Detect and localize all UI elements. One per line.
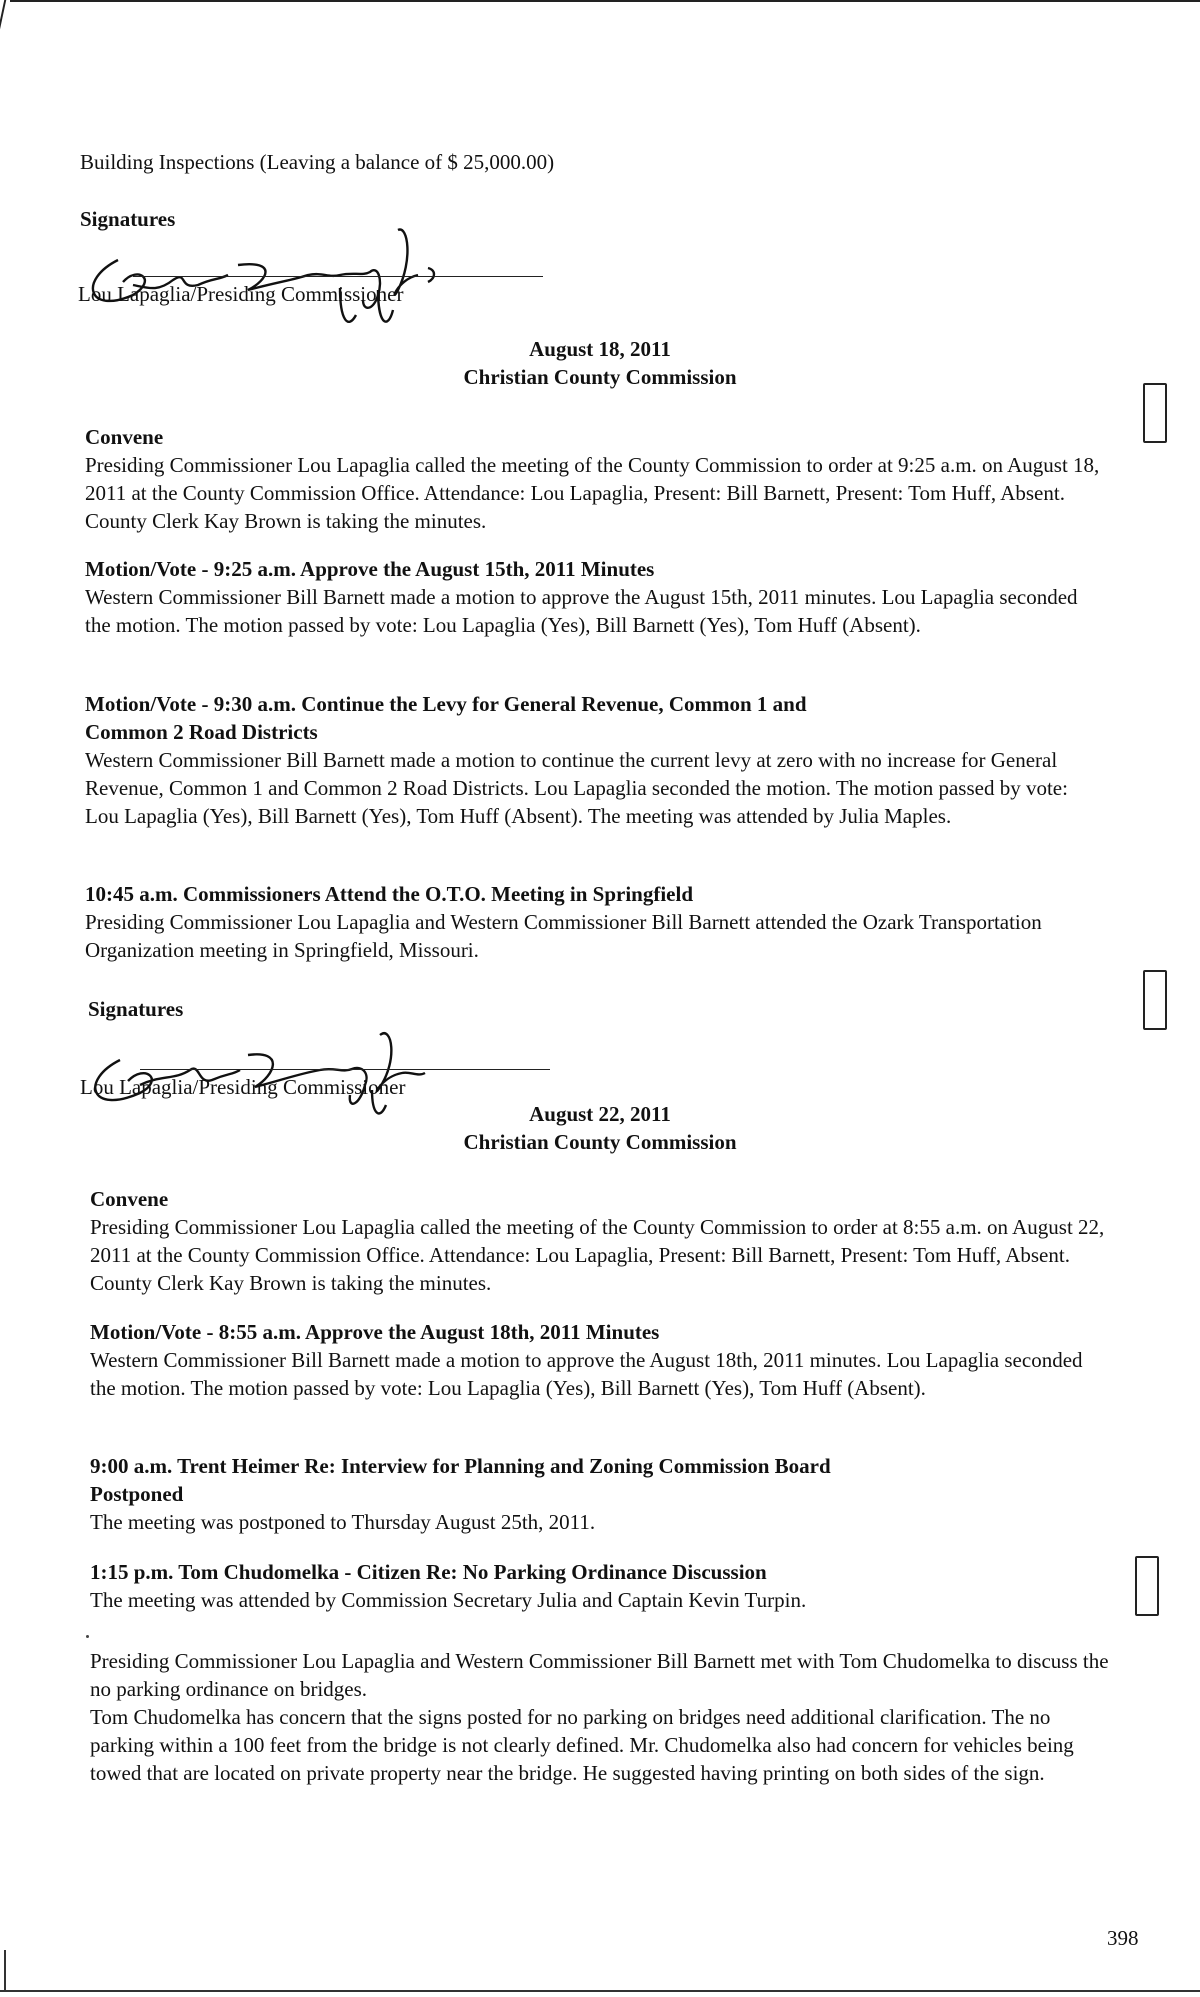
commission-name-aug22: Christian County Commission — [463, 1130, 737, 1154]
punch-hole-2 — [1143, 970, 1167, 1030]
heimer-text: The meeting was postponed to Thursday August 25th, 2011. — [90, 1510, 596, 1534]
convene-heading-aug22: Convene — [90, 1187, 169, 1211]
signature-caption-2: Lou Lapaglia/Presiding Commissioner — [80, 1075, 406, 1099]
heimer-heading-line1: 9:00 a.m. Trent Heimer Re: Interview for Planning and Zoning Commission Board — [90, 1454, 831, 1478]
signature-line-2 — [140, 1069, 550, 1070]
punch-hole-3 — [1135, 1556, 1159, 1616]
convene-text-aug18: Presiding Commissioner Lou Lapaglia called the meeting of the County Commission to order at 9:25 a.m. on August 18, 2011 at the County Commission Office. Attendance: Lou Lapaglia, Present: Bill Barnett, Present: Tom Huff, Absent. County Clerk Kay Brown is taking the minutes. — [85, 453, 1100, 533]
handwritten-signature-1 — [78, 220, 558, 340]
convene-heading-aug18: Convene — [85, 425, 164, 449]
chudomelka-heading: 1:15 p.m. Tom Chudomelka - Citizen Re: No Parking Ordinance Discussion — [90, 1560, 767, 1584]
motion-heading-aug15-minutes: Motion/Vote - 9:25 a.m. Approve the August 15th, 2011 Minutes — [85, 557, 655, 581]
oto-meeting-text: Presiding Commissioner Lou Lapaglia and Western Commissioner Bill Barnett attended the Ozark Transportation Organization meeting in Springfield, Missouri. — [85, 910, 1042, 962]
meeting-date-aug22: August 22, 2011 — [529, 1102, 671, 1126]
signatures-heading: Signatures — [80, 207, 176, 231]
scan-border-bottom-left — [4, 1950, 6, 1990]
chudomelka-attendance: The meeting was attended by Commission Secretary Julia and Captain Kevin Turpin. — [90, 1588, 807, 1612]
chudomelka-concern-text: Tom Chudomelka has concern that the signs posted for no parking on bridges need additional clarification. The no parking within a 100 feet from the bridge is not clearly defined. Mr. Chudomelka also had concern for vehicles being towed that are located on private property near the bridge. He suggested having printing on both sides of the sign. — [90, 1705, 1074, 1785]
commission-name-aug18: Christian County Commission — [463, 365, 737, 389]
punch-hole-1 — [1143, 383, 1167, 443]
motion-text-aug15-minutes: Western Commissioner Bill Barnett made a motion to approve the August 15th, 2011 minutes. Lou Lapaglia seconded the motion. The motion passed by vote: Lou Lapaglia (Yes), Bill Barnett (Yes), Tom Huff (Absent). — [85, 585, 1078, 637]
meeting-date-aug18: August 18, 2011 — [529, 337, 671, 361]
balance-line: Building Inspections (Leaving a balance of $ 25,000.00) — [80, 150, 555, 174]
motion-heading-levy-line1: Motion/Vote - 9:30 a.m. Continue the Levy for General Revenue, Common 1 and — [85, 692, 807, 716]
motion-heading-levy-line2: Common 2 Road Districts — [85, 720, 318, 744]
motion-text-aug18-minutes: Western Commissioner Bill Barnett made a motion to approve the August 18th, 2011 minutes. Lou Lapaglia seconded the motion. The motion passed by vote: Lou Lapaglia (Yes), Bill Barnett (Yes), Tom Huff (Absent). — [90, 1348, 1083, 1400]
oto-meeting-heading: 10:45 a.m. Commissioners Attend the O.T.O. Meeting in Springfield — [85, 882, 694, 906]
motion-heading-aug18-minutes: Motion/Vote - 8:55 a.m. Approve the August 18th, 2011 Minutes — [90, 1320, 660, 1344]
signature-caption-1: Lou Lapaglia/Presiding Commissioner — [78, 282, 404, 306]
chudomelka-meeting-text: Presiding Commissioner Lou Lapaglia and Western Commissioner Bill Barnett met with Tom Chudomelka to discuss the no parking ordinance on bridges. — [90, 1649, 1109, 1701]
signatures-heading-2: Signatures — [88, 997, 184, 1021]
scan-speck — [86, 1635, 89, 1638]
convene-text-aug22: Presiding Commissioner Lou Lapaglia called the meeting of the County Commission to order at 8:55 a.m. on August 22, 2011 at the County Commission Office. Attendance: Lou Lapaglia, Present: Bill Barnett, Present: Tom Huff, Absent. County Clerk Kay Brown is taking the minutes. — [90, 1215, 1105, 1295]
heimer-heading-line2: Postponed — [90, 1482, 184, 1506]
page-number: 398 — [1107, 1926, 1139, 1950]
scan-border-top — [10, 0, 1200, 2]
scan-border-bottom — [0, 1990, 1200, 1992]
motion-text-levy: Western Commissioner Bill Barnett made a motion to continue the current levy at zero with no increase for General Revenue, Common 1 and Common 2 Road Districts. Lou Lapaglia seconded the motion. The motion passed by vote: Lou Lapaglia (Yes), Bill Barnett (Yes), Tom Huff (Absent). The meeting was attended by Julia Maples. — [85, 748, 1068, 828]
scan-border-left — [0, 0, 6, 40]
signature-line-1 — [133, 276, 543, 277]
signature-block-1 — [78, 220, 558, 340]
